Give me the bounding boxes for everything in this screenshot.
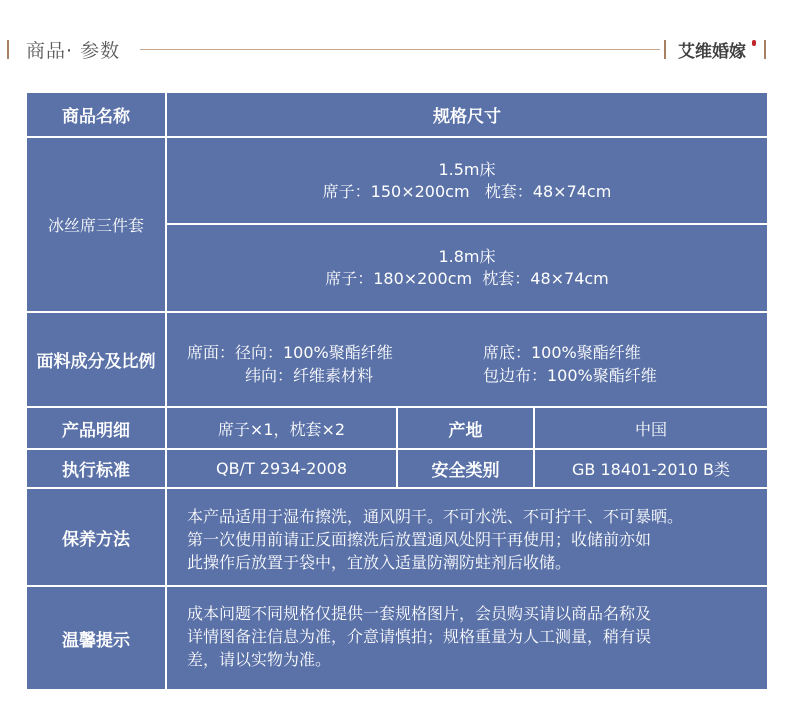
- tips-line: 成本问题不同规格仅提供一套规格图片，会员购买请以商品名称及: [187, 604, 652, 623]
- header-rule: [140, 49, 660, 50]
- care-line: 本产品适用于湿布擦洗，通风阴干。不可水洗、不可拧干、不可暴晒。: [187, 507, 684, 526]
- fabric-right-line1: 席底：100%聚酯纤维: [483, 343, 641, 362]
- brand-logo-text: 艾维婚嫁: [678, 42, 746, 62]
- brand-logo-mark: [752, 40, 756, 46]
- care-line: 此操作后放置于袋中，宜放入适量防潮防蛀剂后收储。: [187, 553, 572, 572]
- header-tick-left: [7, 40, 9, 59]
- care-label: 保养方法: [62, 529, 130, 550]
- product-name-value: 冰丝席三件套: [47, 216, 144, 235]
- fabric-left-line2: 纬向：纤维素材料: [245, 366, 374, 385]
- fabric-right-line2: 包边布：100%聚酯纤维: [483, 366, 657, 385]
- header-tick-right: [764, 40, 766, 59]
- size-cell-1-8m: [167, 225, 767, 311]
- standard-label: 执行标准: [62, 461, 130, 481]
- section-title: 商品· 参数: [26, 40, 121, 62]
- size-bed-label: 1.8m床: [438, 247, 496, 266]
- tips-line: 差，请以实物为准。: [187, 650, 332, 669]
- care-text: [187, 505, 762, 574]
- safety-label: 安全类别: [431, 461, 500, 481]
- header-product-name: 商品名称: [62, 107, 130, 127]
- size-bed-label: 1.5m床: [438, 159, 496, 179]
- size-detail: 席子：180×200cm 枕套：48×74cm: [325, 269, 609, 288]
- tips-label: 温馨提示: [62, 630, 130, 651]
- size-detail: 席子：150×200cm 枕套：48×74cm: [322, 181, 612, 201]
- detail-label: 产品明细: [62, 420, 130, 441]
- fabric-label: 面料成分及比例: [36, 352, 156, 372]
- spec-table: [27, 93, 767, 689]
- header-spec-size: 规格尺寸: [433, 107, 501, 127]
- standard-value: QB/T 2934-2008: [215, 459, 348, 478]
- origin-label: 产地: [448, 420, 483, 441]
- origin-value: 中国: [634, 419, 667, 439]
- size-cell-1-5m: [167, 138, 767, 223]
- safety-value: GB 18401-2010 B类: [572, 460, 730, 479]
- detail-value: 席子×1，枕套×2: [217, 419, 346, 439]
- fabric-left-line1: 席面：径向：100%聚酯纤维: [187, 343, 393, 362]
- header-tick-mid: [664, 40, 666, 59]
- tips-text: [187, 602, 762, 671]
- care-line: 第一次使用前请正反面擦洗后放置通风处阴干再使用；收储前亦如: [187, 530, 652, 549]
- tips-line: 详情图备注信息为准，介意请慎拍；规格重量为人工测量，稍有误: [187, 627, 652, 646]
- section-header: [0, 0, 790, 90]
